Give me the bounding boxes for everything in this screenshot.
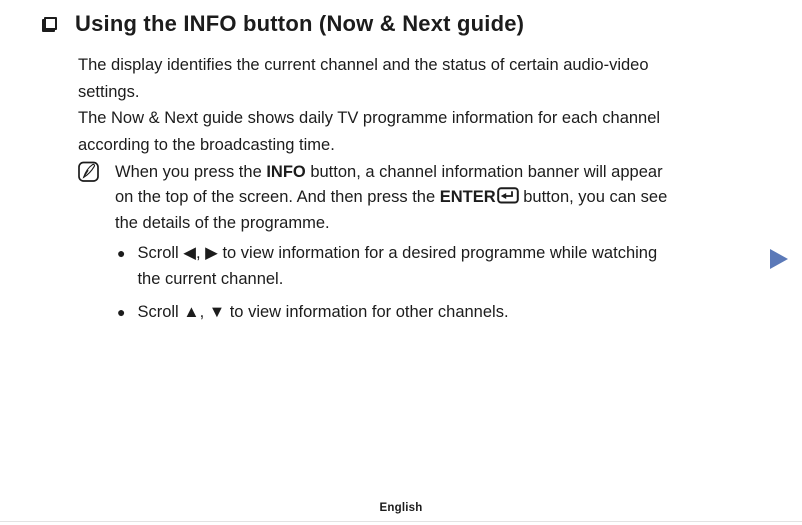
- enter-return-icon: [497, 190, 519, 208]
- pencil-note-icon: [78, 161, 100, 188]
- bullet-text: [137, 240, 657, 292]
- bullet-line: the current channel.: [137, 270, 284, 288]
- list-item: [115, 240, 657, 292]
- footer-divider: [0, 521, 802, 522]
- page-title: Using the INFO button (Now & Next guide): [75, 11, 525, 36]
- intro-paragraphs: [78, 52, 768, 158]
- enter-button-label: ENTER: [439, 187, 496, 206]
- note-text-segment: button, a channel information banner will appear: [305, 163, 663, 181]
- list-item: [115, 299, 657, 325]
- note-line: [115, 160, 667, 185]
- info-button-label: INFO: [266, 163, 306, 181]
- paragraph-line: settings.: [78, 82, 140, 101]
- next-page-arrow-icon[interactable]: [770, 249, 788, 269]
- paragraph-line: according to the broadcasting time.: [78, 135, 335, 154]
- note-text-segment: button, you can see: [518, 187, 668, 206]
- note-line: [115, 185, 667, 212]
- square-bullet-icon: [44, 17, 57, 30]
- note-block: [78, 160, 667, 236]
- bullet-line: Scroll ◀, ▶ to view information for a desired programme while watching: [137, 244, 658, 262]
- note-text: [115, 160, 667, 236]
- note-text-segment: When you press the: [115, 163, 267, 181]
- bullet-dot: ●: [117, 304, 126, 320]
- paragraph-line: The display identifies the current channel and the status of certain audio-video: [78, 56, 649, 74]
- footer-language-label: English: [379, 502, 423, 514]
- bullet-dot: ●: [117, 245, 126, 261]
- paragraph-line: The Now & Next guide shows daily TV programme information for each channel: [78, 109, 661, 127]
- bullet-text: [137, 299, 508, 325]
- bullet-line: Scroll ▲, ▼ to view information for other channels.: [137, 303, 509, 321]
- note-line: the details of the programme.: [115, 214, 330, 232]
- note-text-segment: on the top of the screen. And then press the: [115, 187, 440, 206]
- bullet-list: [115, 240, 657, 325]
- section-title-row: [42, 11, 524, 37]
